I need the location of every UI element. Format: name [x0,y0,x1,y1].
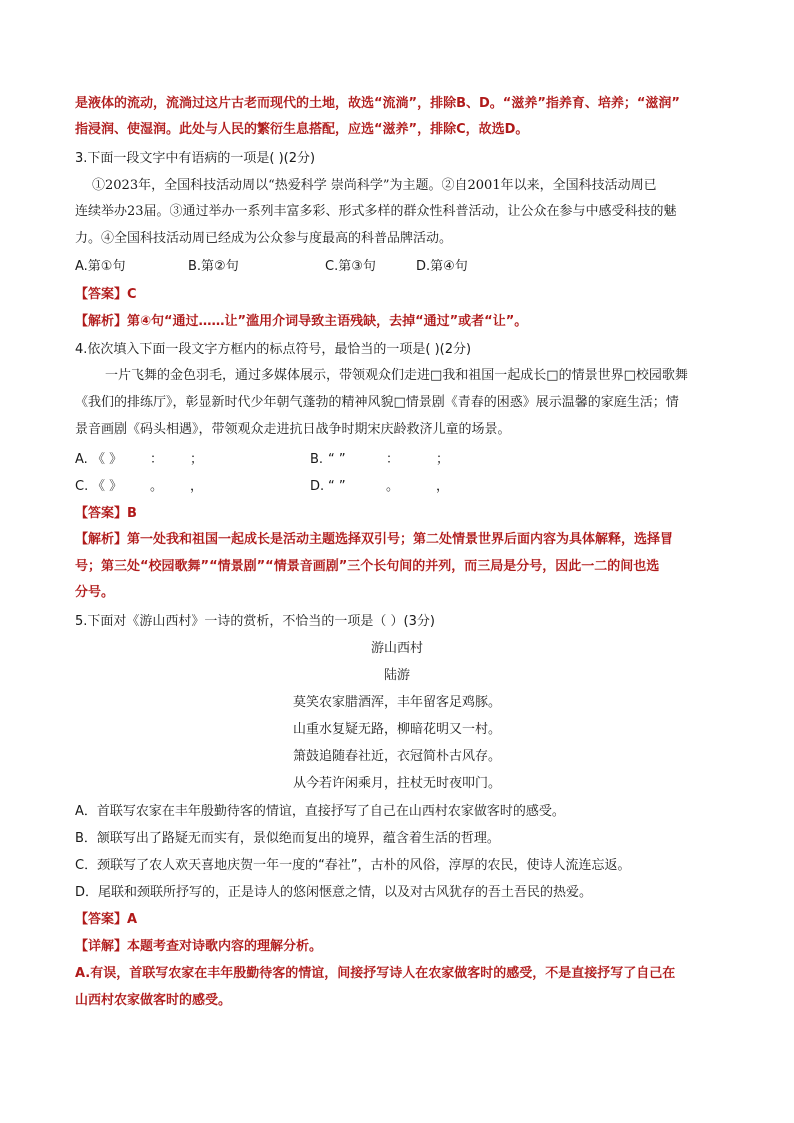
q4-option-letter: C. [75,479,89,494]
q5-option-d: D．尾联和颈联所抒写的，正是诗人的悠闲惬意之情，以及对古风犹存的吾土吾民的热爱。 [75,885,593,900]
q4-option-mark-2: 。 [150,479,164,494]
q5-option-c: C．颈联写了农人欢天喜地庆贺一年一度的“春社”，古朴的风俗，淳厚的农民，使诗人流连忘返。 [75,858,631,873]
q4-option-mark-3: ， [190,479,204,494]
q5-option-b: B．颔联写出了路疑无而实有，景似绝而复出的境界，蕴含着生活的哲理。 [75,831,500,846]
q4-option-mark-1: 《 》 [92,452,123,467]
q5-detail-line-2: 山西村农家做客时的感受。 [75,993,232,1008]
q4-answer: 【答案】B [75,506,137,521]
q4-option-mark-2: ： [386,452,400,467]
q3-answer: 【答案】C [75,287,137,302]
explanation-continued-line-1: 是液体的流动，流淌过这片古老而现代的土地，故选“流淌”，排除B、D。“滋养”指养育、培养；“滋润” [75,96,680,111]
q5-detail-line-1: A.有误，首联写农家在丰年殷勤待客的情谊，间接抒写诗人在农家做客时的感受，不是直接抒写了自己在 [75,966,676,981]
q4-analysis-line-2: 号；第三处“校园歌舞”“情景剧”“情景音画剧”三个长句间的并列，而三局是分号，因此一二的间也选 [75,559,660,574]
q4-stem: 4.依次填入下面一段文字方框内的标点符号，最恰当的一项是( )(2分) [75,342,472,357]
q4-analysis-line-3: 分号。 [75,585,115,600]
q4-option-letter: B. [310,452,324,467]
q4-passage-line-2: 《我们的排练厅》，彰显新时代少年朝气蓬勃的精神风貌□情景剧《青春的困惑》展示温馨的家庭生活；情 [75,395,679,410]
q3-passage-line-1: ①2023年，全国科技活动周以“热爱科学 崇尚科学”为主题。②自2001年以来，全国科技活动周已 [92,178,657,193]
q3-option-d: D.第④句 [416,259,468,274]
q3-passage-line-3: 力。④全国科技活动周已经成为公众参与度最高的科普品牌活动。 [75,231,453,246]
q4-option-mark-2: ： [150,452,164,467]
explanation-continued-line-2: 指浸润、使湿润。此处与人民的繁衍生息搭配，应选“滋养”，排除C，故选D。 [75,122,529,137]
q5-detail-heading: 【详解】本题考查对诗歌内容的理解分析。 [75,939,323,954]
q5-answer: 【答案】A [75,912,138,927]
q4-option-letter: D. [310,479,325,494]
q4-option-mark-1: 《 》 [92,479,123,494]
q4-option-mark-1: “ ” [328,452,346,467]
q4-option-mark-1: “ ” [328,479,346,494]
q4-option-mark-3: ， [436,479,450,494]
q4-option-letter: A. [75,452,88,467]
q4-passage-line-3: 景音画剧《码头相遇》，带领观众走进抗日战争时期宋庆龄救济儿童的场景。 [75,422,511,437]
poem-author: 陆游 [383,668,410,683]
poem-line-3: 箫鼓追随春社近，衣冠简朴古风存。 [292,749,501,764]
poem-line-4: 从今若许闲乘月，拄杖无时夜叩门。 [292,776,501,791]
q4-option-mark-2: 。 [386,479,400,494]
q4-option-mark-3: ； [436,452,450,467]
poem-title: 游山西村 [370,641,423,656]
q3-option-c: C.第③句 [325,259,376,274]
q3-passage-line-2: 连续举办23届。③通过举办一系列丰富多彩、形式多样的群众性科普活动，让公众在参与中感受科技的魅 [75,204,677,219]
q4-analysis-line-1: 【解析】第一处我和祖国一起成长是活动主题选择双引号；第二处情景世界后面内容为具体解释，选择冒 [75,532,674,547]
q3-option-b: B.第②句 [188,259,239,274]
q3-analysis: 【解析】第④句“通过……让”滥用介词导致主语残缺，去掉“通过”或者“让”。 [75,314,528,329]
q4-passage-line-1: 一片飞舞的金色羽毛，通过多媒体展示，带领观众们走进□我和祖国一起成长□的情景世界□校园歌舞 [105,368,688,383]
q3-option-a: A.第①句 [75,259,126,274]
q5-stem: 5.下面对《游山西村》一诗的赏析，不恰当的一项是（ ）(3分) [75,614,435,629]
poem-line-1: 莫笑农家腊酒浑，丰年留客足鸡豚。 [292,695,501,710]
poem-line-2: 山重水复疑无路，柳暗花明又一村。 [292,722,501,737]
q4-option-mark-3: ； [190,452,204,467]
q3-stem: 3.下面一段文字中有语病的一项是( )(2分) [75,151,316,166]
q5-option-a: A．首联写农家在丰年殷勤待客的情谊，直接抒写了自己在山西村农家做客时的感受。 [75,804,565,819]
